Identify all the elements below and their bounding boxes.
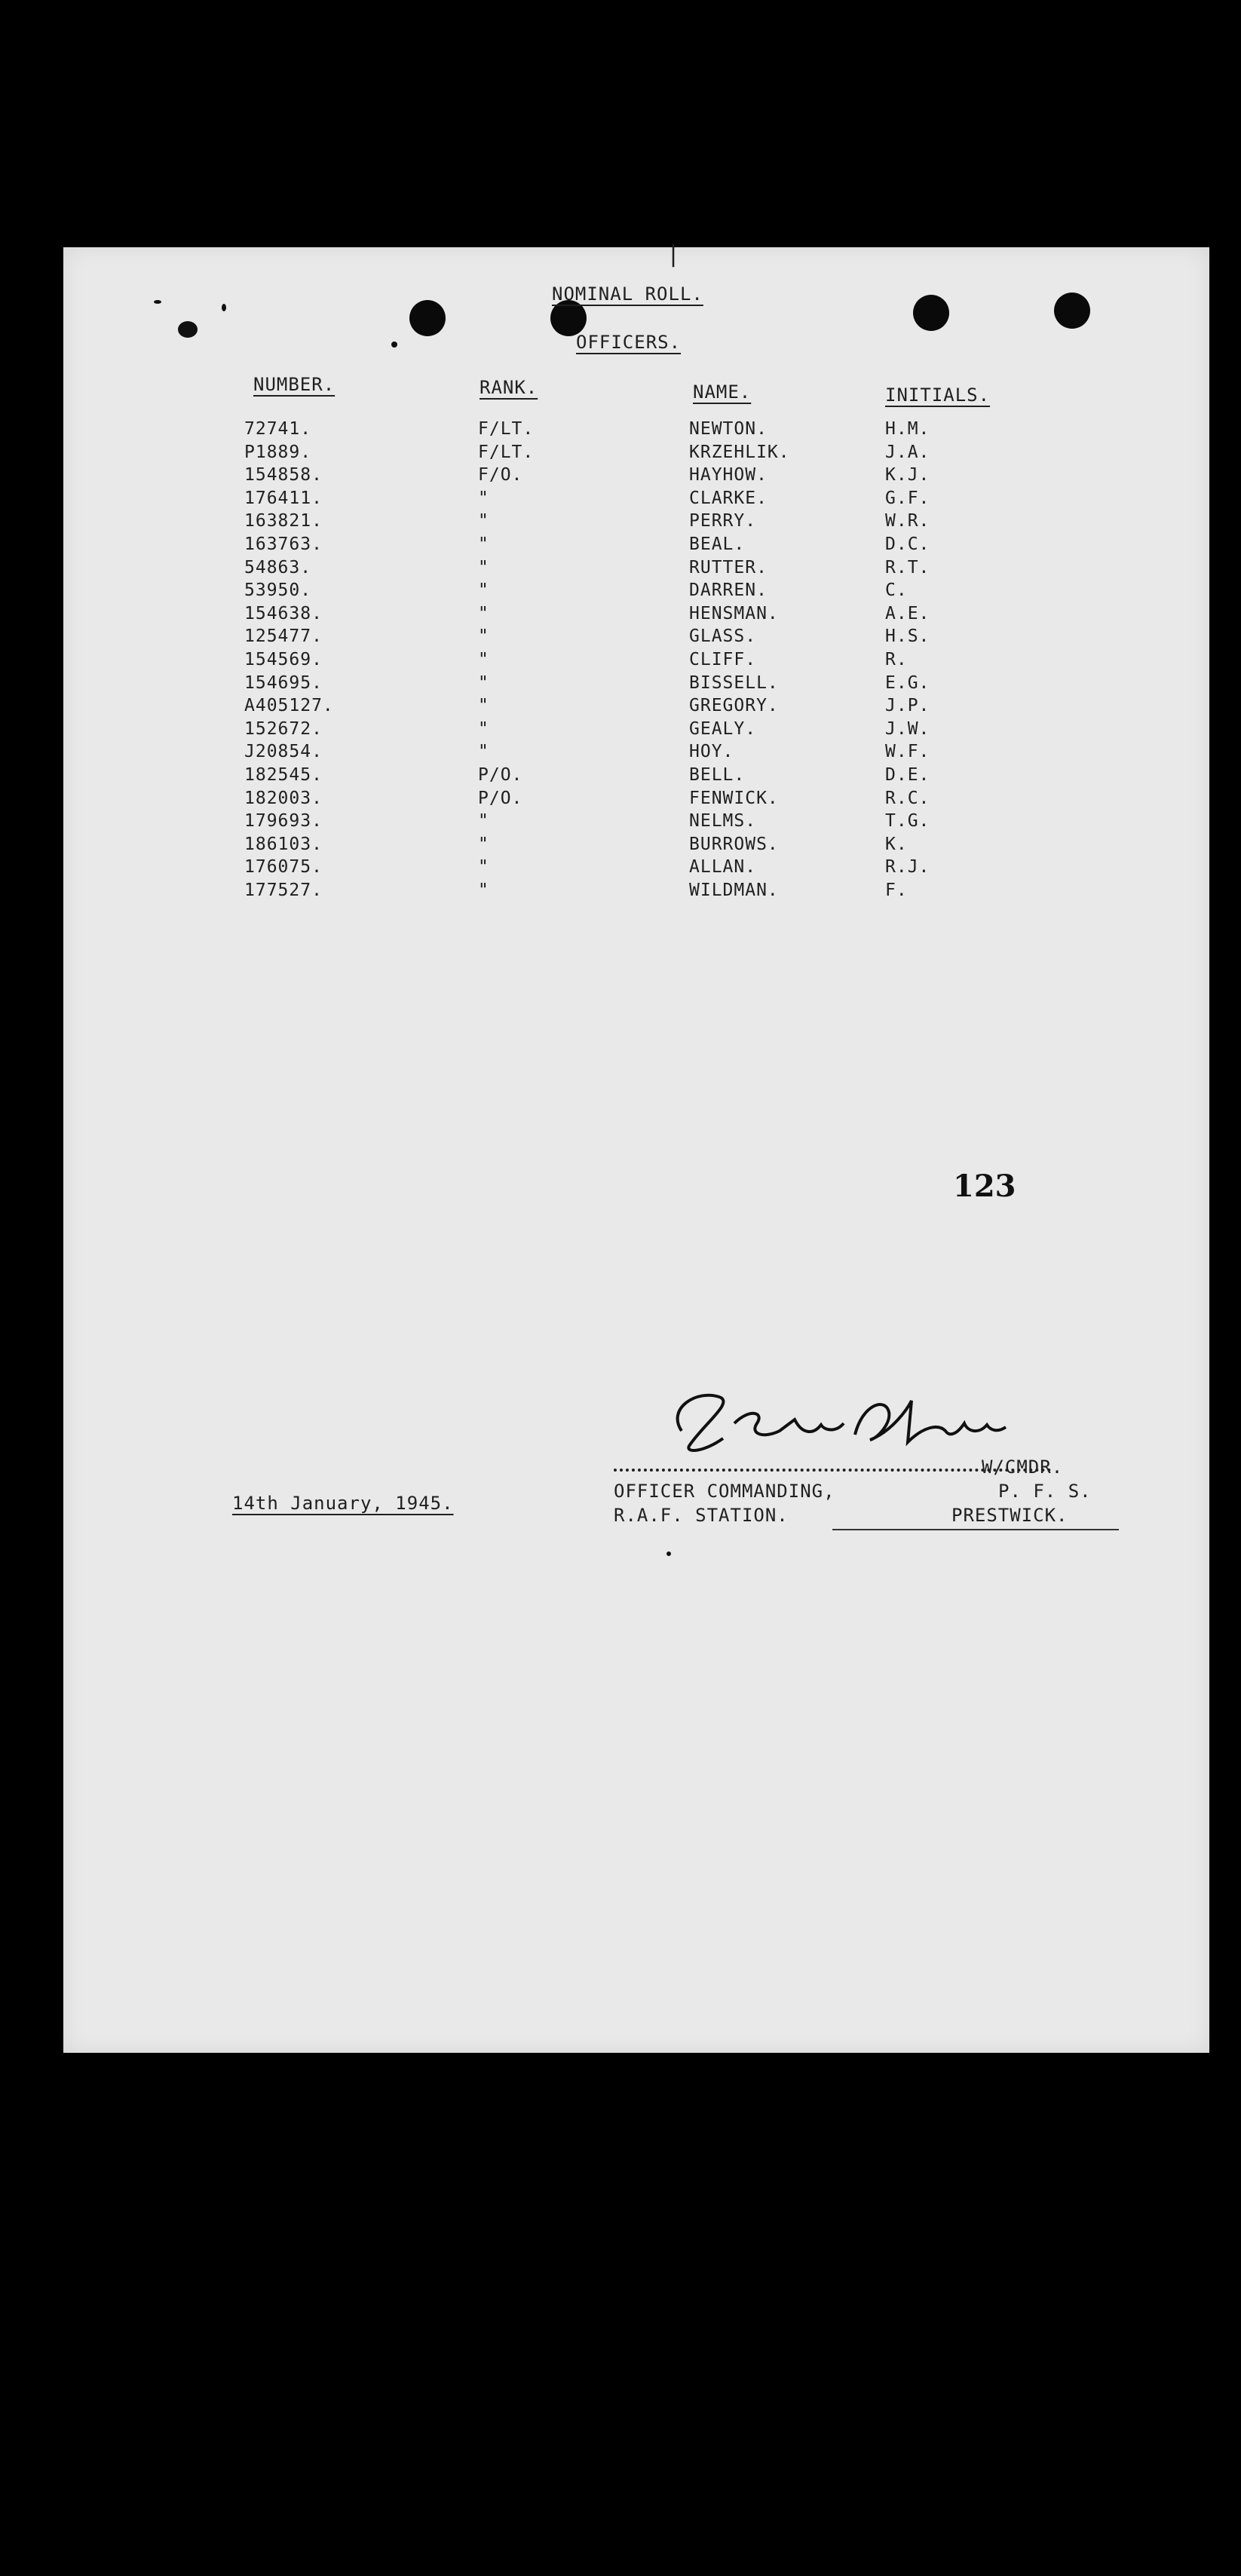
cell-initials: A.E.: [885, 603, 930, 623]
document-title: NOMINAL ROLL.: [552, 283, 703, 305]
column-header-number: NUMBER.: [253, 374, 336, 395]
punch-hole: [550, 300, 587, 336]
signature: [651, 1378, 1043, 1469]
cell-rank: ": [478, 881, 489, 900]
signoff-line-1-right: P. F. S.: [998, 1481, 1092, 1502]
signoff-line-1: OFFICER COMMANDING,: [614, 1481, 835, 1502]
cell-initials: W.R.: [885, 511, 930, 531]
cell-number: 179693.: [244, 811, 323, 832]
punch-hole: [1054, 293, 1090, 329]
table-row: [63, 811, 1209, 834]
cell-number: 186103.: [244, 834, 323, 854]
cell-rank: ": [478, 511, 489, 531]
cell-initials: C.: [885, 580, 908, 601]
cell-name: NELMS.: [689, 811, 757, 832]
cell-number: P1889.: [244, 442, 312, 462]
cell-initials: K.: [885, 834, 908, 854]
signoff-underline: [832, 1529, 1119, 1530]
cell-number: 125477.: [244, 626, 323, 647]
column-header-rank: RANK.: [480, 377, 538, 398]
cell-initials: D.C.: [885, 534, 930, 554]
top-mark: |: [666, 241, 682, 268]
column-header-initials: INITIALS.: [885, 384, 991, 406]
cell-name: PERRY.: [689, 511, 757, 531]
cell-number: 72741.: [244, 419, 312, 439]
document-subtitle: OFFICERS.: [576, 332, 682, 353]
cell-number: 182545.: [244, 765, 323, 785]
cell-rank: ": [478, 534, 489, 554]
table-row: [63, 673, 1209, 696]
cell-number: 176411.: [244, 488, 323, 508]
cell-rank: ": [478, 580, 489, 601]
cell-rank: F/O.: [478, 465, 523, 485]
cell-number: 177527.: [244, 881, 323, 900]
cell-name: GEALY.: [689, 718, 757, 739]
cell-initials: W.F.: [885, 742, 930, 762]
cell-name: DARREN.: [689, 580, 768, 601]
cell-initials: D.E.: [885, 765, 930, 785]
cell-name: CLARKE.: [689, 488, 768, 508]
cell-name: ALLAN.: [689, 857, 757, 878]
cell-name: KRZEHLIK.: [689, 442, 790, 462]
table-row: [63, 558, 1209, 580]
cell-name: NEWTON.: [689, 419, 768, 439]
cell-number: 182003.: [244, 788, 323, 808]
cell-initials: T.G.: [885, 811, 930, 832]
cell-rank: ": [478, 488, 489, 508]
cell-rank: ": [478, 857, 489, 878]
signoff-line-2-right: PRESTWICK.: [951, 1505, 1068, 1526]
cell-name: GLASS.: [689, 626, 757, 647]
cell-initials: R.C.: [885, 788, 930, 808]
table-row: [63, 465, 1209, 488]
cell-rank: F/LT.: [478, 442, 535, 462]
cell-number: 152672.: [244, 718, 323, 739]
cell-name: HOY.: [689, 742, 734, 762]
cell-name: BURROWS.: [689, 834, 779, 854]
table-row: [63, 742, 1209, 764]
cell-number: 53950.: [244, 580, 312, 601]
cell-number: A405127.: [244, 696, 334, 716]
cell-initials: J.A.: [885, 442, 930, 462]
document-page: [63, 241, 1209, 2053]
table-row: [63, 604, 1209, 626]
cell-name: HENSMAN.: [689, 603, 779, 623]
table-row: [63, 881, 1209, 903]
cell-name: BELL.: [689, 765, 746, 785]
cell-rank: ": [478, 672, 489, 693]
ink-speck: [222, 304, 226, 311]
cell-initials: R.J.: [885, 857, 930, 878]
cell-rank: P/O.: [478, 765, 523, 785]
cell-initials: H.M.: [885, 419, 930, 439]
cell-name: WILDMAN.: [689, 881, 779, 900]
document-date: 14th January, 1945.: [232, 1493, 454, 1514]
cell-name: HAYHOW.: [689, 465, 768, 485]
table-row: [63, 857, 1209, 880]
cell-number: 163821.: [244, 511, 323, 531]
table-row: [63, 719, 1209, 742]
cell-rank: F/LT.: [478, 419, 535, 439]
table-row: [63, 835, 1209, 857]
cell-rank: ": [478, 742, 489, 762]
table-row: [63, 650, 1209, 672]
cell-number: J20854.: [244, 742, 323, 762]
table-row: [63, 489, 1209, 511]
cell-rank: P/O.: [478, 788, 523, 808]
cell-initials: F.: [885, 881, 908, 900]
cell-name: CLIFF.: [689, 650, 757, 669]
table-row: [63, 580, 1209, 603]
cell-initials: J.P.: [885, 696, 930, 716]
cell-number: 54863.: [244, 557, 312, 577]
signature-rank: W/CMDR.: [982, 1456, 1064, 1478]
ink-speck: [391, 342, 397, 348]
cell-number: 154858.: [244, 465, 323, 485]
cell-rank: ": [478, 834, 489, 854]
page-number: 123: [953, 1169, 1016, 1204]
cell-initials: J.W.: [885, 718, 930, 739]
table-row: [63, 511, 1209, 534]
table-row: [63, 626, 1209, 649]
cell-initials: G.F.: [885, 488, 930, 508]
cell-rank: ": [478, 650, 489, 669]
cell-number: 154695.: [244, 672, 323, 693]
ink-speck: [178, 321, 198, 338]
cell-rank: ": [478, 718, 489, 739]
table-row: [63, 443, 1209, 465]
signoff-line-2: R.A.F. STATION.: [614, 1505, 789, 1526]
cell-initials: K.J.: [885, 465, 930, 485]
cell-rank: ": [478, 557, 489, 577]
cell-rank: ": [478, 696, 489, 716]
cell-name: BEAL.: [689, 534, 746, 554]
punch-hole: [913, 295, 949, 331]
cell-name: BISSELL.: [689, 672, 779, 693]
cell-rank: ": [478, 626, 489, 647]
table-row: [63, 534, 1209, 557]
cell-number: 163763.: [244, 534, 323, 554]
cell-number: 154569.: [244, 650, 323, 669]
column-header-name: NAME.: [693, 381, 752, 403]
cell-rank: ": [478, 603, 489, 623]
cell-number: 154638.: [244, 603, 323, 623]
table-row: [63, 696, 1209, 718]
cell-name: RUTTER.: [689, 557, 768, 577]
cell-initials: R.T.: [885, 557, 930, 577]
table-row: [63, 765, 1209, 788]
ink-speck: [666, 1551, 671, 1556]
table-row: [63, 419, 1209, 442]
cell-initials: H.S.: [885, 626, 930, 647]
punch-hole: [409, 300, 446, 336]
cell-initials: E.G.: [885, 672, 930, 693]
cell-rank: ": [478, 811, 489, 832]
cell-number: 176075.: [244, 857, 323, 878]
ink-speck: [154, 300, 161, 304]
cell-name: GREGORY.: [689, 696, 779, 716]
table-row: [63, 789, 1209, 811]
cell-initials: R.: [885, 650, 908, 669]
cell-name: FENWICK.: [689, 788, 779, 808]
